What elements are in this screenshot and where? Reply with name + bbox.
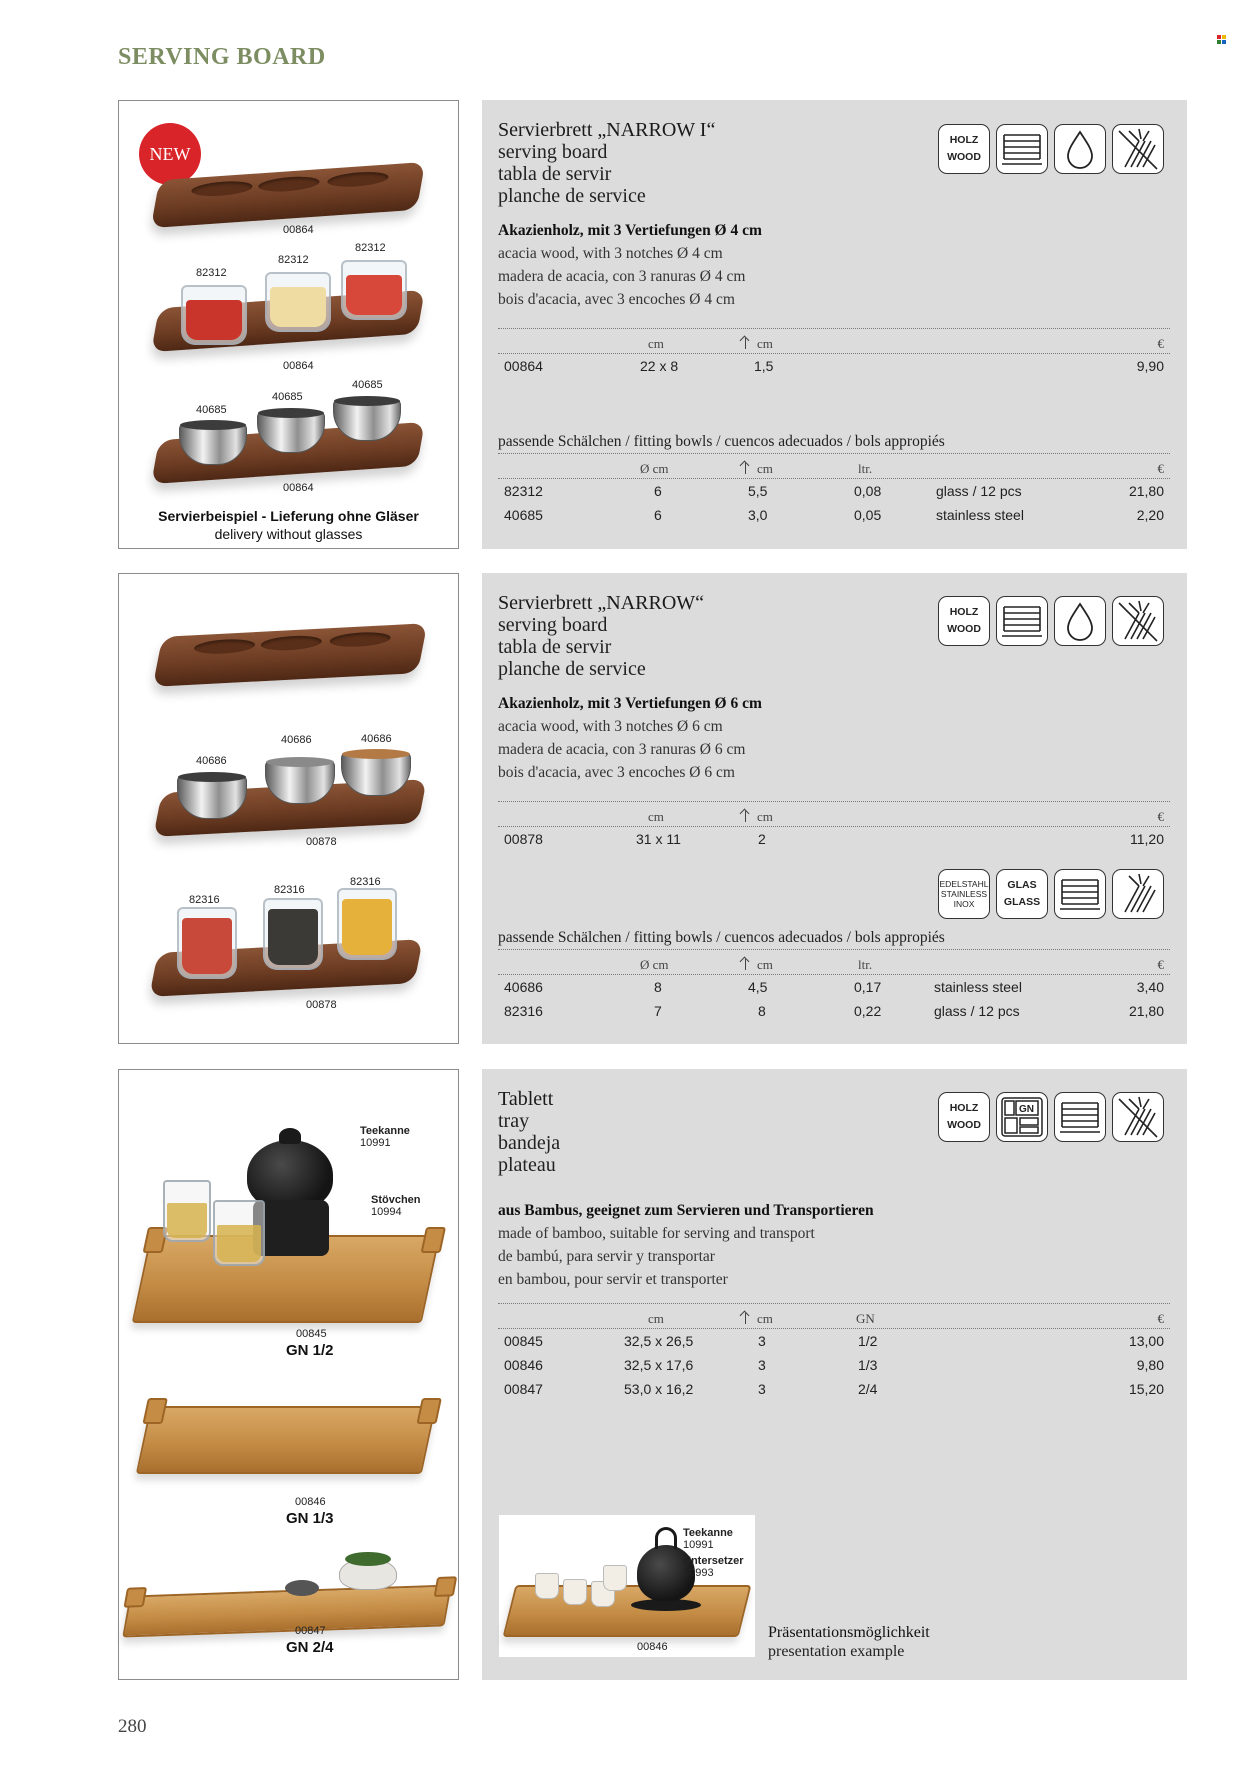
table-row: [498, 1329, 1170, 1353]
header-dim: cm: [648, 336, 664, 351]
jar-code: 82312: [278, 254, 309, 266]
header-price: €: [1157, 461, 1164, 476]
title-line: planche de service: [498, 658, 646, 680]
article-number: 40686: [504, 979, 543, 995]
tray-code: 00846: [637, 1641, 668, 1653]
glass-cup-image: [213, 1200, 265, 1266]
product-title: [498, 119, 715, 207]
coaster-label: Untersetzer 10993: [683, 1555, 744, 1580]
svg-text:GN: GN: [1019, 1104, 1034, 1115]
glass-icon: GLAS GLASS: [996, 869, 1048, 919]
description-line: aus Bambus, geeignet zum Servieren und Transportieren: [498, 1202, 874, 1219]
header-gn: GN: [856, 1311, 875, 1326]
article-number: 82316: [504, 1003, 543, 1019]
fitting-bowls-table: [498, 453, 1170, 527]
height-arrow-icon: [745, 959, 755, 970]
dimensions: 32,5 x 17,6: [624, 1357, 694, 1373]
glass-jar-image: [265, 272, 331, 332]
description-line: bois d'acacia, avec 3 encoches Ø 4 cm: [498, 291, 735, 308]
tray-photo: [118, 1069, 459, 1680]
title-line: tabla de servir: [498, 163, 612, 185]
tray-code: 00845: [296, 1328, 327, 1340]
article-number: 00846: [504, 1357, 543, 1373]
wood-icon: HOLZ WOOD: [938, 124, 990, 174]
jar-code: 82316: [189, 894, 220, 906]
description-line: Akazienholz, mit 3 Vertiefungen Ø 4 cm: [498, 222, 762, 239]
stove-label: Stövchen 10994: [371, 1194, 421, 1219]
jar-code: 82316: [350, 876, 381, 888]
height-arrow-icon: [745, 811, 755, 822]
header-volume: ltr.: [858, 957, 873, 972]
table-row: [498, 827, 1170, 851]
property-icons: [938, 124, 1164, 174]
material: stainless steel: [936, 507, 1024, 523]
description-line: Akazienholz, mit 3 Vertiefungen Ø 6 cm: [498, 695, 762, 712]
dimensions: 22 x 8: [640, 358, 679, 374]
water-drop-icon: [1054, 596, 1106, 646]
stainless-steel-icon: EDELSTAHL STAINLESS INOX: [938, 869, 990, 919]
product-table: [498, 801, 1170, 851]
product-description: [498, 219, 762, 311]
header-price: €: [1157, 957, 1164, 972]
height: 1,5: [754, 358, 774, 374]
bowl-code: 40686: [196, 755, 227, 767]
new-badge: NEW: [139, 123, 201, 185]
height: 2: [758, 831, 766, 847]
tray-info: [482, 1069, 1187, 1680]
bamboo-tray-image: [136, 1406, 436, 1474]
dimensions: 31 x 11: [636, 831, 681, 847]
no-dishwasher-icon: [1112, 1092, 1164, 1142]
glass-jar-image: [177, 907, 237, 979]
glass-jar-image: [263, 898, 323, 970]
table-row: [498, 479, 1170, 503]
title-line: tray: [498, 1110, 530, 1132]
wood-icon: HOLZ WOOD: [938, 596, 990, 646]
bowl-code: 40686: [281, 734, 312, 746]
gn-size-label: GN 1/3: [286, 1510, 334, 1527]
gn-size-label: GN 1/2: [286, 1342, 334, 1359]
header-diameter: Ø cm: [640, 957, 669, 972]
header-height: cm: [745, 957, 773, 973]
board-code: 00864: [283, 360, 314, 372]
stackable-icon: [1054, 1092, 1106, 1142]
water-drop-icon: [1054, 124, 1106, 174]
volume: 0,17: [854, 979, 882, 995]
header-dim: cm: [648, 1311, 664, 1326]
product-table: [498, 1303, 1170, 1401]
table-row: [498, 999, 1170, 1023]
fitting-property-icons: [938, 869, 1164, 919]
fitting-bowls-title: passende Schälchen / fitting bowls / cuencos adecuados / bols appropiés: [498, 929, 945, 946]
height: 3: [758, 1333, 766, 1349]
board-code: 00864: [283, 224, 314, 236]
jar-code: 82312: [196, 267, 227, 279]
dishwasher-icon: [1112, 869, 1164, 919]
table-row: [498, 1353, 1170, 1377]
board-code: 00864: [283, 482, 314, 494]
stackable-icon: [996, 124, 1048, 174]
caption-line: presentation example: [768, 1643, 905, 1660]
description-line: acacia wood, with 3 notches Ø 4 cm: [498, 245, 723, 262]
page-title: SERVING BOARD: [118, 44, 326, 70]
page-number: 280: [118, 1716, 147, 1737]
tea-cup-image: [603, 1565, 627, 1591]
no-dishwasher-icon: [1112, 596, 1164, 646]
price: 15,20: [1128, 1381, 1164, 1397]
bowl-code: 40686: [361, 733, 392, 745]
glass-cup-image: [163, 1180, 211, 1242]
narrow-info: [482, 573, 1187, 1044]
description-line: madera de acacia, con 3 ranuras Ø 6 cm: [498, 741, 746, 758]
price: 2,20: [1136, 507, 1164, 523]
title-line: tabla de servir: [498, 636, 612, 658]
header-height: cm: [745, 336, 773, 352]
bowl-code: 40685: [352, 379, 383, 391]
description-line: de bambú, para servir y transportar: [498, 1248, 715, 1265]
fitting-bowls-table: [498, 949, 1170, 1023]
product-description: [498, 692, 762, 784]
narrow-i-info: [482, 100, 1187, 549]
title-line: serving board: [498, 614, 608, 636]
product-title: [498, 592, 704, 680]
board-code: 00878: [306, 999, 337, 1011]
material: stainless steel: [934, 979, 1022, 995]
property-icons: [938, 1092, 1164, 1142]
presentation-photo: [499, 1515, 755, 1657]
height-arrow-icon: [745, 463, 755, 474]
article-number: 00845: [504, 1333, 543, 1349]
glass-jar-image: [337, 888, 397, 960]
dip-bowl-image: [285, 1580, 319, 1596]
table-row: [498, 354, 1170, 378]
material: glass / 12 pcs: [936, 483, 1022, 499]
description-line: made of bamboo, suitable for serving and transport: [498, 1225, 815, 1242]
diameter: 8: [654, 979, 662, 995]
no-dishwasher-icon: [1112, 124, 1164, 174]
header-height: cm: [745, 1311, 773, 1327]
title-line: bandeja: [498, 1132, 561, 1154]
glass-jar-image: [341, 260, 407, 320]
table-header: [498, 453, 1170, 479]
diameter: 6: [654, 507, 662, 523]
header-price: €: [1157, 336, 1164, 351]
title-line: planche de service: [498, 185, 646, 207]
height: 3: [758, 1381, 766, 1397]
caption-line: Präsentationsmöglichkeit: [768, 1624, 930, 1641]
price: 21,80: [1128, 483, 1164, 499]
stackable-icon: [996, 596, 1048, 646]
volume: 0,08: [854, 483, 882, 499]
price: 9,90: [1136, 358, 1164, 374]
table-header: [498, 801, 1170, 827]
height-arrow-icon: [745, 338, 755, 349]
volume: 0,05: [854, 507, 882, 523]
photo-caption: [119, 507, 458, 543]
table-row: [498, 975, 1170, 999]
teapot-label: Teekanne 10991: [360, 1125, 410, 1150]
product-description: [498, 1199, 874, 1291]
tea-cup-image: [563, 1579, 587, 1605]
presentation-caption: [768, 1623, 930, 1661]
teapot-label: Teekanne 10991: [683, 1527, 733, 1552]
material: glass / 12 pcs: [934, 1003, 1020, 1019]
diameter: 7: [654, 1003, 662, 1019]
height-arrow-icon: [745, 1313, 755, 1324]
title-line: serving board: [498, 141, 608, 163]
caption-line: Servierbeispiel - Lieferung ohne Gläser: [158, 508, 419, 524]
height: 3: [758, 1357, 766, 1373]
diameter: 6: [654, 483, 662, 499]
gn-size-label: GN 2/4: [286, 1639, 334, 1656]
article-number: 00878: [504, 831, 543, 847]
height: 4,5: [748, 979, 768, 995]
header-height: cm: [745, 461, 773, 477]
board-image: [153, 623, 428, 687]
title-line: Servierbrett „NARROW I“: [498, 119, 716, 141]
bowl-code: 40685: [272, 391, 303, 403]
price: 11,20: [1130, 831, 1164, 847]
description-line: bois d'acacia, avec 3 encoches Ø 6 cm: [498, 764, 735, 781]
article-number: 00847: [504, 1381, 543, 1397]
bowl-code: 40685: [196, 404, 227, 416]
narrow-photo: [118, 573, 459, 1044]
gn-size: 1/2: [858, 1333, 878, 1349]
table-header: [498, 1303, 1170, 1329]
gastronorm-icon: [996, 1092, 1048, 1142]
table-row: [498, 503, 1170, 527]
tea-cup-image: [535, 1573, 559, 1599]
gn-size: 2/4: [858, 1381, 878, 1397]
article-number: 82312: [504, 483, 543, 499]
dimensions: 32,5 x 26,5: [624, 1333, 694, 1349]
tray-code: 00847: [295, 1625, 326, 1637]
height: 8: [758, 1003, 766, 1019]
product-title: [498, 1088, 560, 1176]
header-diameter: Ø cm: [640, 461, 669, 476]
price: 9,80: [1136, 1357, 1164, 1373]
title-line: plateau: [498, 1154, 556, 1176]
dimensions: 53,0 x 16,2: [624, 1381, 694, 1397]
volume: 0,22: [854, 1003, 882, 1019]
description-line: en bambou, pour servir et transporter: [498, 1271, 728, 1288]
title-line: Servierbrett „NARROW“: [498, 592, 705, 614]
price: 21,80: [1128, 1003, 1164, 1019]
jar-code: 82312: [355, 242, 386, 254]
title-line: Tablett: [498, 1088, 554, 1110]
stackable-icon: [1054, 869, 1106, 919]
table-header: [498, 949, 1170, 975]
glass-jar-image: [181, 285, 247, 345]
header-volume: ltr.: [858, 461, 873, 476]
board-code: 00878: [306, 836, 337, 848]
article-number: 00864: [504, 358, 543, 374]
header-height: cm: [745, 809, 773, 825]
price: 3,40: [1136, 979, 1164, 995]
price: 13,00: [1128, 1333, 1164, 1349]
header-price: €: [1157, 809, 1164, 824]
header-dim: cm: [648, 809, 664, 824]
table-header: [498, 328, 1170, 354]
header-price: €: [1157, 1311, 1164, 1326]
property-icons: [938, 596, 1164, 646]
table-row: [498, 1377, 1170, 1401]
tray-code: 00846: [295, 1496, 326, 1508]
wood-icon: HOLZ WOOD: [938, 1092, 990, 1142]
description-line: acacia wood, with 3 notches Ø 6 cm: [498, 718, 723, 735]
article-number: 40685: [504, 507, 543, 523]
description-line: madera de acacia, con 3 ranuras Ø 4 cm: [498, 268, 746, 285]
teapot-lid-image: [279, 1128, 301, 1144]
teapot-handle-image: [655, 1527, 677, 1549]
color-registration-mark: [1217, 35, 1226, 44]
height: 3,0: [748, 507, 768, 523]
gn-size: 1/3: [858, 1357, 878, 1373]
fitting-bowls-title: passende Schälchen / fitting bowls / cuencos adecuados / bols appropiés: [498, 433, 945, 450]
food-image: [345, 1552, 391, 1566]
narrow-i-photo: [118, 100, 459, 549]
height: 5,5: [748, 483, 768, 499]
caption-line: delivery without glasses: [214, 526, 363, 542]
product-table: [498, 328, 1170, 378]
jar-code: 82316: [274, 884, 305, 896]
